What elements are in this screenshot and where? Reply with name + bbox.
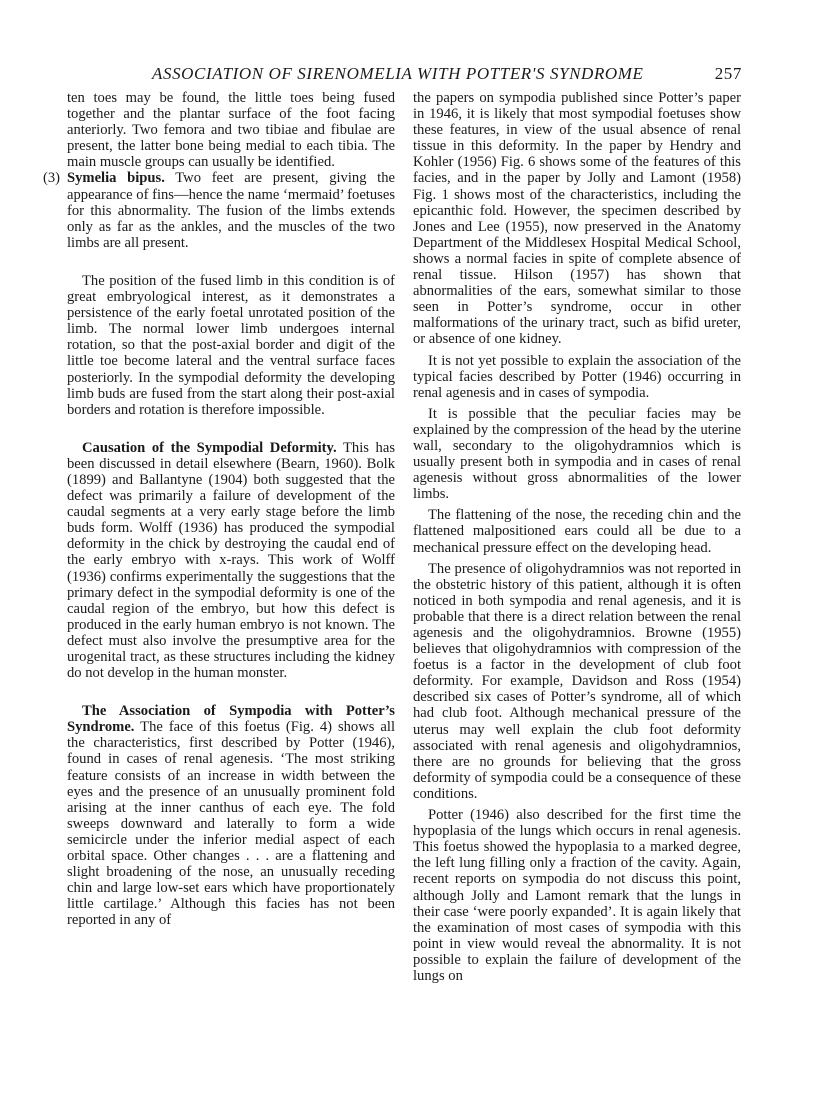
paragraph-not-yet-possible: It is not yet possible to explain the association of the typical facies described by Potter (1946) occurring in renal agenesis and in cases of sympodia. [413, 352, 741, 401]
section-heading-causation: Causation of the Sympodial Deformity. [82, 439, 337, 456]
running-title: ASSOCIATION OF SIRENOMELIA WITH POTTER'S SYNDROME [152, 64, 644, 83]
paragraph-oligohydramnios: The presence of oligohydramnios was not reported in the obstetric history of this patient, although it is often noticed in both sympodia and renal agenesis, and it is probable that there is a direct relation between the renal agenesis and the oligohydramnios. Browne (1955) believes that oligohydramnios with compression of the foetus is a factor in the development of club foot deformity. For example, Davidson and Ross (1954) described six cases of Potter’s syndrome, all of which had club foot. Although mechanical pressure of the uterus may well explain the club foot deformity associated with renal agenesis and oligohydramnios, there are no grounds for believing that the gross deformity of sympodia could be a consequence of these conditions. [413, 560, 741, 802]
paragraph-continuation: the papers on sympodia published since Potter’s paper in 1946, it is likely that most sympodial foetuses show these features, in view of the usual absence of renal tissue in this deformity. In the paper by Hendry and Kohler (1956) Fig. 6 shows some of the features of this facies, and in the paper by Jolly and Lamont (1958) Fig. 1 shows most of the characteristics, including the epicanthic fold. However, the specimen described by Jones and Lee (1955), now preserved in the Anatomy Department of the Middlesex Hospital Medical School, shows a normal facies in spite of complete absence of renal tissue. Hilson (1957) has shown that abnormalities of the ears, somewhat similar to those seen in Potter’s syndrome, occur in other malformations of the urinary tract, such as bifid ureter, or absence of one kidney. [413, 90, 741, 348]
section-text-association: The face of this foetus (Fig. 4) shows all the characteristics, first described by Potter (1946), found in cases of renal agenesis. ‘The most striking feature consists of an increase in width between the eyes and the presence of an unusually prominent fold arising at the inner canthus of each eye. The fold sweeps downward and laterally to form a wide semicircle under the inferior medial aspect of each orbital space. Other changes . . . are a flattening and slight broadening of the nose, an unusually receding chin and large low-set ears which have proportionately little cartilage.’ Although this facies has not been reported in any of [67, 719, 395, 929]
running-header [152, 64, 742, 86]
paragraph-position: The position of the fused limb in this condition is of great embryological interest, as it demonstrates a persistence of the early foetal unrotated position of the limb. The normal lower limb undergoes internal rotation, so that the post-axial border and digit of the little toe become lateral and the ventral surface faces posteriorly. In the sympodial deformity the developing limb buds are fused from the start along their post-axial borders and rotation is therefore impossible. [67, 272, 395, 418]
list-item-continuation: ten toes may be found, the little toes being fused together and the plantar surface of the foot facing anteriorly. Two femora and two tibiae and fibulae are present, the latter bone being medial to each tibia. The main muscle groups can usually be identified. [67, 90, 395, 171]
page-number: 257 [714, 64, 742, 83]
list-item-text: Two feet are present, giving the appearance of fins—hence the name ‘mermaid’ foetuses for this abnormality. The fusion of the limbs extends only as far as the ankles, and the muscles of the two limbs are all present. [67, 170, 395, 251]
list-item-symelia-bipus [43, 170, 395, 251]
paragraph-possible-compression: It is possible that the peculiar facies may be explained by the compression of the head by the uterine wall, secondary to the oligohydramnios which is usually present both in sympodia and in cases of renal agenesis without gross abnormalities of the lower limbs. [413, 405, 741, 503]
section-causation [67, 440, 395, 681]
right-column [413, 90, 741, 984]
section-heading-association: The Association of Sympodia with Potter’s Syndrome. [67, 703, 395, 736]
paragraph-lung-hypoplasia: Potter (1946) also described for the first time the hypoplasia of the lungs which occurs in renal agenesis. This foetus showed the hypoplasia to a marked degree, the left lung filling only a fraction of the cavity. Again, recent reports on sympodia do not discuss this point, although Jolly and Lamont remark that the lungs in their case ‘were poorly expanded’. It is again likely that the examination of most cases of sympodia with this point in view would reveal the abnormality. It is not possible to explain the failure of development of the lungs on [413, 807, 741, 984]
section-text-causation: This has been discussed in detail elsewhere (Bearn, 1960). Bolk (1899) and Ballantyne (1904) both suggested that the defect was primarily a failure of development of the caudal segments at a very early stage before the limb buds form. Wolff (1936) has produced the sympodial deformity in the chick by destroying the caudal end of the early embryo with x-rays. This work of Wolff (1936) confirms experimentally the suggestions that the primary defect in the sympodial deformity is one of the caudal region of the embryo, but how this defect is produced in the early human embryo is not known. The defect must also involve the presumptive area for the urogenital tract, as these structures including the kidney do not develop in the human monster. [67, 439, 395, 682]
left-column [43, 90, 395, 929]
paragraph-flattening: The flattening of the nose, the receding chin and the flattened malpositioned ears could all be due to a mechanical pressure effect on the developing head. [413, 507, 741, 556]
list-item-heading: Symelia bipus. [67, 170, 165, 187]
list-number: (3) [43, 170, 61, 187]
section-association [67, 703, 395, 928]
